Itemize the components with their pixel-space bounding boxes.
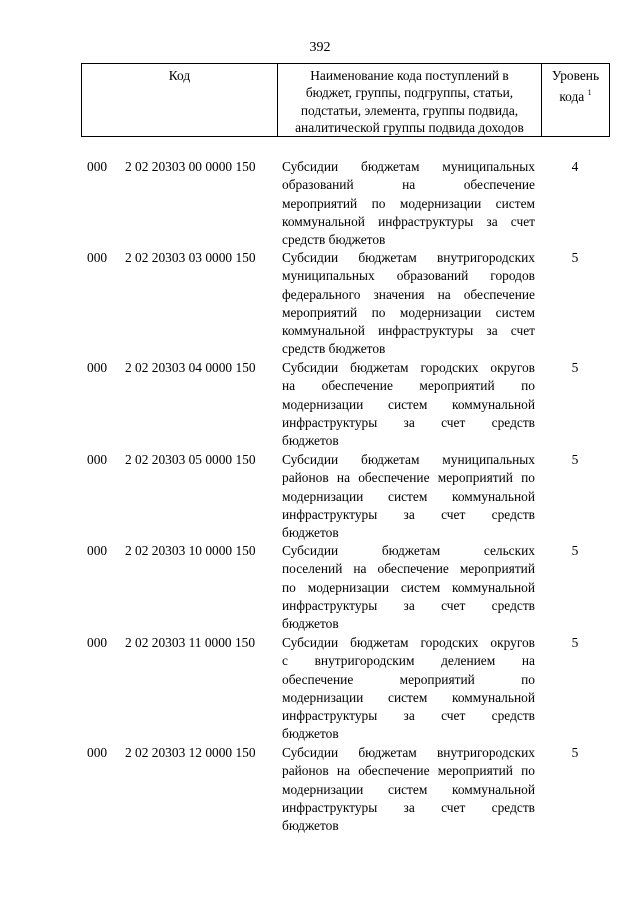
header-code: Код <box>82 64 278 136</box>
row-name-line: с внутригородским делением на <box>282 653 535 669</box>
header-level <box>542 64 609 136</box>
row-name-line: бюджетов <box>282 726 339 742</box>
row-name-line: Субсидии бюджетам муниципальных <box>282 159 535 174</box>
row-prefix: 000 <box>87 543 108 558</box>
row-level: 5 <box>571 360 579 375</box>
row-code: 2 02 20303 05 0000 150 <box>125 452 256 467</box>
row-code: 2 02 20303 12 0000 150 <box>125 745 256 760</box>
header-name-line: аналитической группы подвида доходов <box>295 120 524 136</box>
row-name-line: Субсидии бюджетам городских округов <box>282 635 535 650</box>
row-name-line: поселений на обеспечение мероприятий <box>282 561 535 577</box>
header-level-footnote: 1 <box>587 88 592 98</box>
row-level: 4 <box>571 159 579 174</box>
header-level-text: кода <box>559 89 585 105</box>
header-level-line <box>542 84 609 105</box>
row-prefix: 000 <box>87 745 108 760</box>
row-name <box>282 542 535 633</box>
row-name-line: мероприятий по модернизации систем <box>282 304 535 320</box>
header-name <box>278 64 542 136</box>
row-code: 2 02 20303 03 0000 150 <box>125 250 256 265</box>
row-name-line: инфраструктуры за счет средств <box>282 506 535 522</box>
row-code: 2 02 20303 00 0000 150 <box>125 159 256 174</box>
row-name-line: муниципальных образований городов <box>282 268 535 284</box>
row-name-line: модернизации систем коммунальной <box>282 781 535 797</box>
header-level-line: Уровень <box>551 68 600 83</box>
header-name-line: подстатьи, элемента, группы подвида, <box>300 102 519 118</box>
row-prefix: 000 <box>87 159 108 174</box>
row-name-line: Субсидии бюджетам муниципальных <box>282 452 535 467</box>
row-code: 2 02 20303 04 0000 150 <box>125 360 256 375</box>
row-code: 2 02 20303 10 0000 150 <box>125 543 256 558</box>
row-level: 5 <box>571 543 579 558</box>
row-name-line: на обеспечение мероприятий по <box>282 378 535 394</box>
row-name <box>282 634 535 744</box>
row-name <box>282 359 535 450</box>
row-name-line: по модернизации систем коммунальной <box>282 579 535 595</box>
row-name <box>282 249 535 359</box>
row-name <box>282 158 535 249</box>
row-name-line: средств бюджетов <box>282 232 386 248</box>
row-level: 5 <box>571 452 579 467</box>
row-name-line: мероприятий по модернизации систем <box>282 195 535 211</box>
table-header <box>81 63 610 137</box>
row-prefix: 000 <box>87 635 108 650</box>
row-level: 5 <box>571 250 579 265</box>
row-name-line: Субсидии бюджетам сельских <box>282 543 535 558</box>
row-name-line: инфраструктуры за счет средств <box>282 597 535 613</box>
row-level: 5 <box>571 635 579 650</box>
row-name-line: федерального значения на обеспечение <box>282 286 535 302</box>
row-prefix: 000 <box>87 250 108 265</box>
row-level: 5 <box>571 745 579 760</box>
row-name-line: Субсидии бюджетам внутригородских <box>282 250 535 265</box>
row-name-line: Субсидии бюджетам внутригородских <box>282 745 535 760</box>
row-prefix: 000 <box>87 452 108 467</box>
row-name <box>282 744 535 835</box>
row-name-line: бюджетов <box>282 616 339 632</box>
header-name-line: Наименование кода поступлений в <box>310 68 509 83</box>
row-name-line: коммунальной инфраструктуры за счет <box>282 323 535 339</box>
row-name-line: модернизации систем коммунальной <box>282 488 535 504</box>
row-prefix: 000 <box>87 360 108 375</box>
row-name-line: инфраструктуры за счет средств <box>282 708 535 724</box>
row-name-line: инфраструктуры за счет средств <box>282 414 535 430</box>
header-name-line: бюджет, группы, подгруппы, статьи, <box>305 85 514 101</box>
row-name-line: образований на обеспечение <box>282 177 535 193</box>
row-name-line: обеспечение мероприятий по <box>282 671 535 687</box>
row-code: 2 02 20303 11 0000 150 <box>125 635 256 650</box>
row-name-line: коммунальной инфраструктуры за счет <box>282 213 535 229</box>
row-name-line: бюджетов <box>282 525 339 541</box>
page-number: 392 <box>309 40 331 55</box>
row-name-line: инфраструктуры за счет средств <box>282 799 535 815</box>
row-name-line: бюджетов <box>282 433 339 449</box>
row-name <box>282 451 535 542</box>
row-name-line: модернизации систем коммунальной <box>282 689 535 705</box>
row-name-line: бюджетов <box>282 818 339 834</box>
row-name-line: Субсидии бюджетам городских округов <box>282 360 535 375</box>
row-name-line: районов на обеспечение мероприятий по <box>282 763 535 779</box>
row-name-line: модернизации систем коммунальной <box>282 396 535 412</box>
row-name-line: средств бюджетов <box>282 341 386 357</box>
row-name-line: районов на обеспечение мероприятий по <box>282 470 535 486</box>
